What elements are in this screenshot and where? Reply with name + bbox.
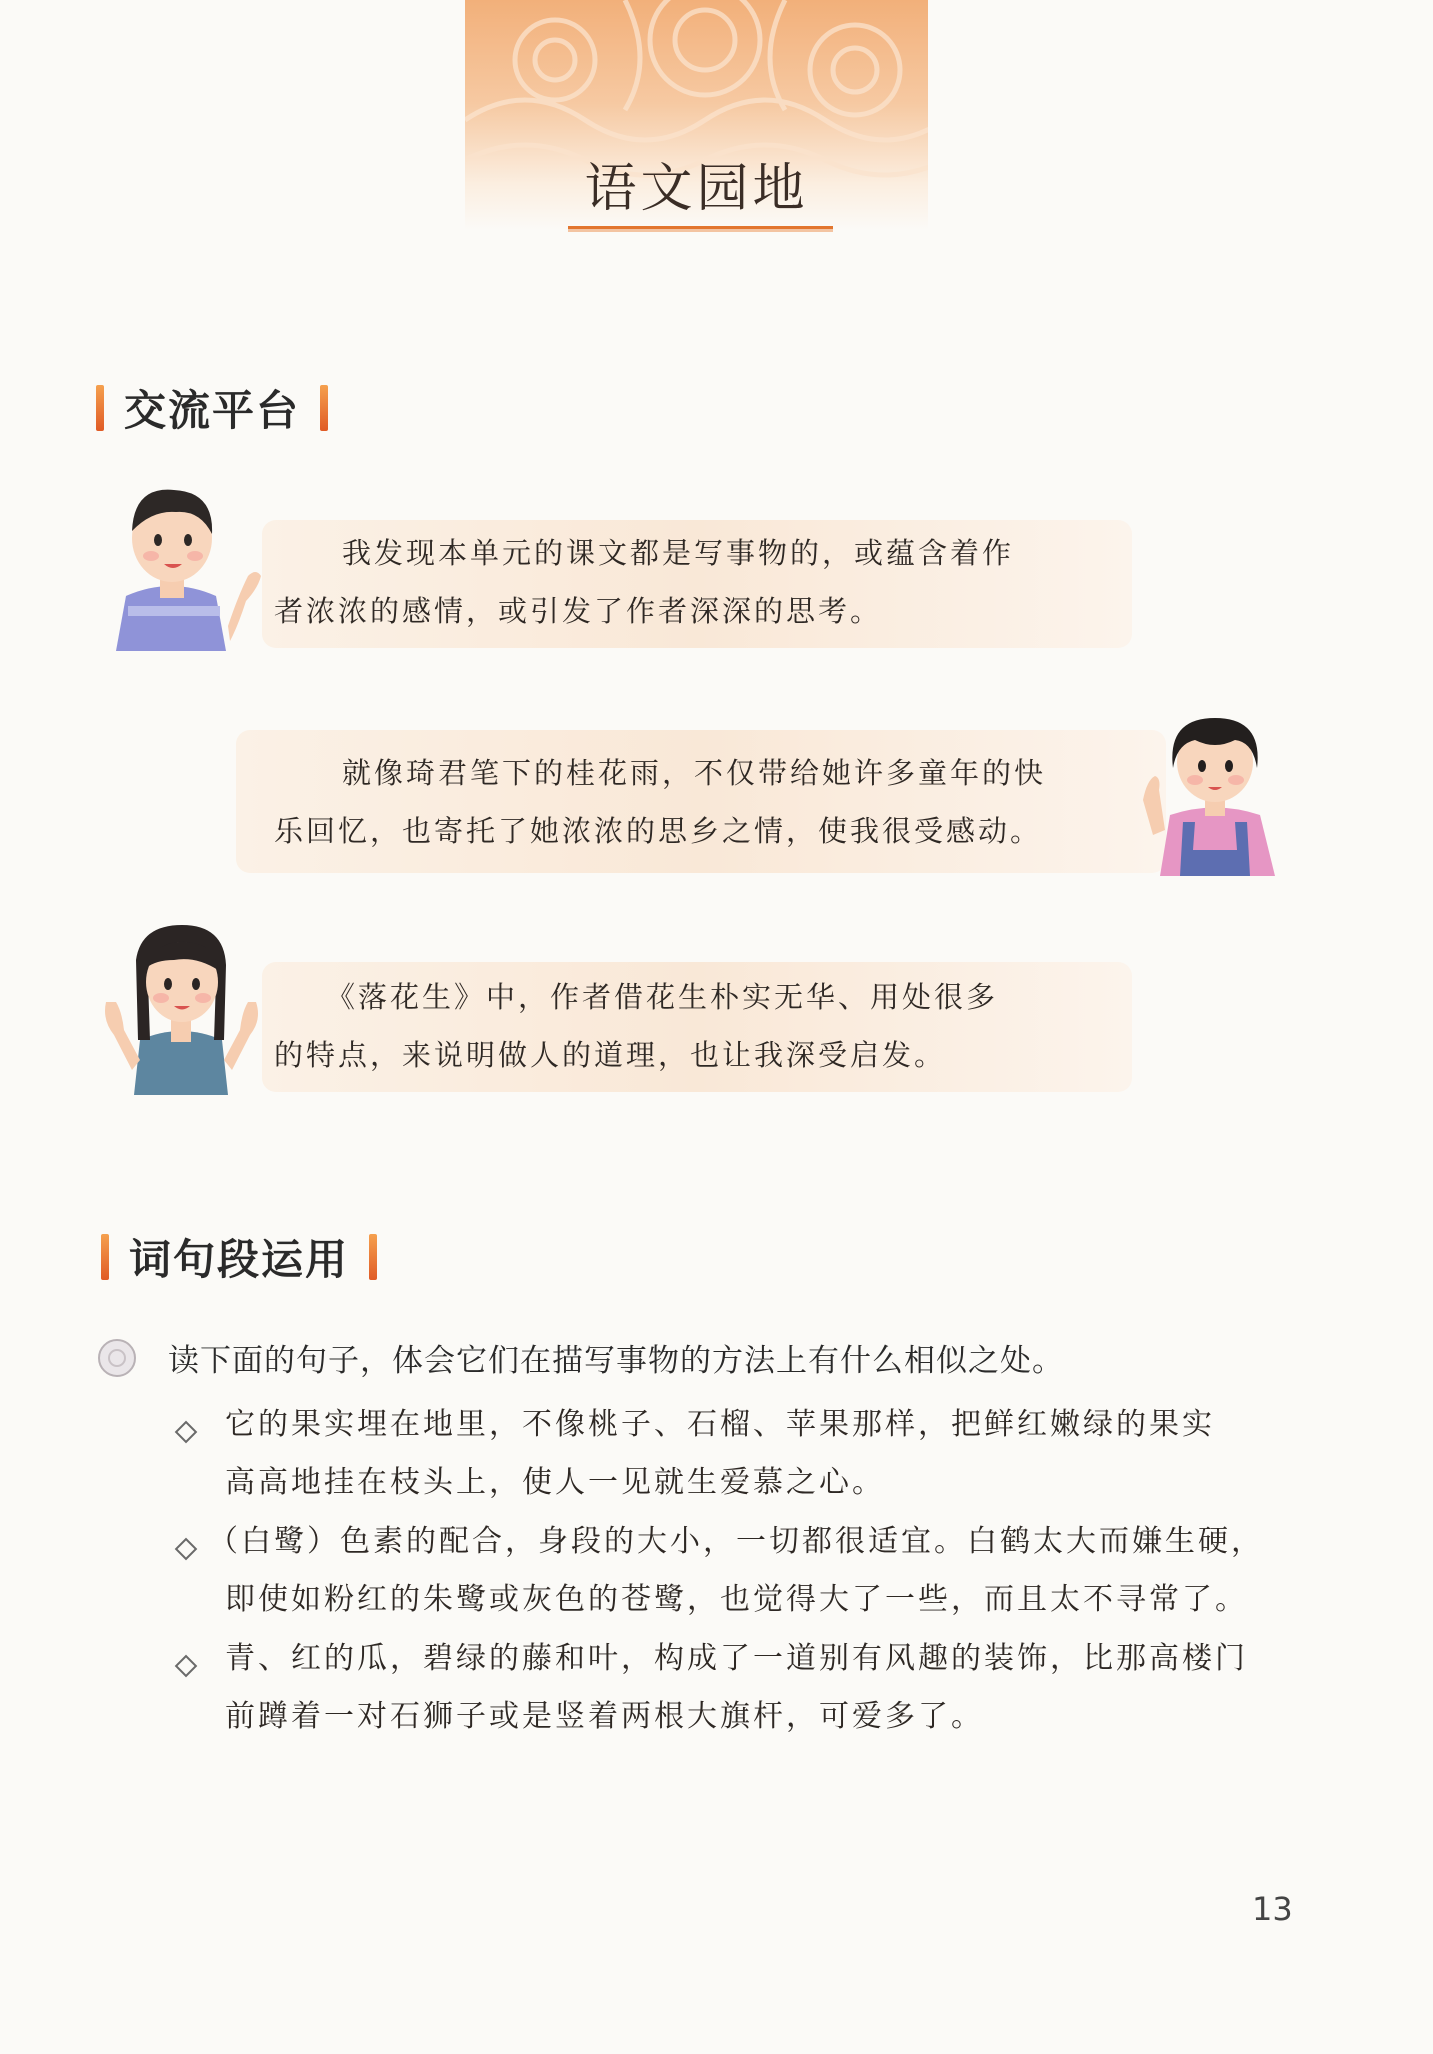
girl-long-hair-avatar bbox=[96, 920, 271, 1095]
item-line: 即使如粉红的朱鹭或灰色的苍鹭，也觉得大了一些，而且太不寻常了。 bbox=[225, 1582, 1248, 1617]
section-label: 词句段运用 bbox=[129, 1235, 350, 1284]
exercise-prompt bbox=[98, 1335, 1064, 1380]
section-bar-left bbox=[101, 1234, 109, 1280]
boy-avatar bbox=[96, 476, 271, 651]
section-label: 交流平台 bbox=[124, 386, 301, 435]
diamond-bullet-icon bbox=[175, 1538, 198, 1561]
item-line: （白鹭）色素的配合，身段的大小，一切都很适宜。白鹤太大而嫌生硬， bbox=[208, 1524, 1264, 1559]
section-bar-right bbox=[320, 385, 328, 431]
section-title-usage bbox=[101, 1227, 377, 1287]
speech-text-1 bbox=[274, 524, 1014, 640]
page-number: 13 bbox=[1252, 1890, 1293, 1928]
exercise-item-text bbox=[208, 1513, 1264, 1629]
section-title-exchange bbox=[96, 378, 328, 438]
speech-text-3 bbox=[274, 968, 998, 1084]
item-line: 高高地挂在枝头上，使人一见就生爱慕之心。 bbox=[225, 1465, 885, 1500]
speech-line: 乐回忆，也寄托了她浓浓的思乡之情，使我很受感动。 bbox=[274, 814, 1043, 848]
title-underline bbox=[568, 226, 833, 232]
exercise-item-text bbox=[225, 1630, 1248, 1746]
exercise-icon bbox=[98, 1339, 136, 1377]
diamond-bullet-icon bbox=[175, 1655, 198, 1678]
speech-line: 我发现本单元的课文都是写事物的，或蕴含着作 bbox=[342, 536, 1015, 570]
section-bar-right bbox=[369, 1234, 377, 1280]
speech-line: 《落花生》中，作者借花生朴实无华、用处很多 bbox=[326, 980, 999, 1014]
girl-short-hair-avatar bbox=[1135, 710, 1295, 876]
page-title: 语文园地 bbox=[584, 159, 809, 219]
section-bar-left bbox=[96, 385, 104, 431]
diamond-bullet-icon bbox=[175, 1421, 198, 1444]
item-line: 青、红的瓜，碧绿的藤和叶，构成了一道别有风趣的装饰，比那高楼门 bbox=[225, 1641, 1248, 1676]
exercise-item-text bbox=[225, 1396, 1215, 1512]
item-line: 前蹲着一对石狮子或是竖着两根大旗杆，可爱多了。 bbox=[225, 1699, 984, 1734]
header-banner bbox=[465, 0, 928, 230]
speech-text-2 bbox=[274, 744, 1046, 860]
speech-line: 者浓浓的感情，或引发了作者深深的思考。 bbox=[274, 594, 883, 628]
exercise-prompt-text: 读下面的句子，体会它们在描写事物的方法上有什么相似之处。 bbox=[168, 1343, 1064, 1379]
speech-line: 的特点，来说明做人的道理，也让我深受启发。 bbox=[274, 1038, 947, 1072]
speech-line: 就像琦君笔下的桂花雨，不仅带给她许多童年的快 bbox=[342, 756, 1047, 790]
item-line: 它的果实埋在地里，不像桃子、石榴、苹果那样，把鲜红嫩绿的果实 bbox=[225, 1407, 1215, 1442]
